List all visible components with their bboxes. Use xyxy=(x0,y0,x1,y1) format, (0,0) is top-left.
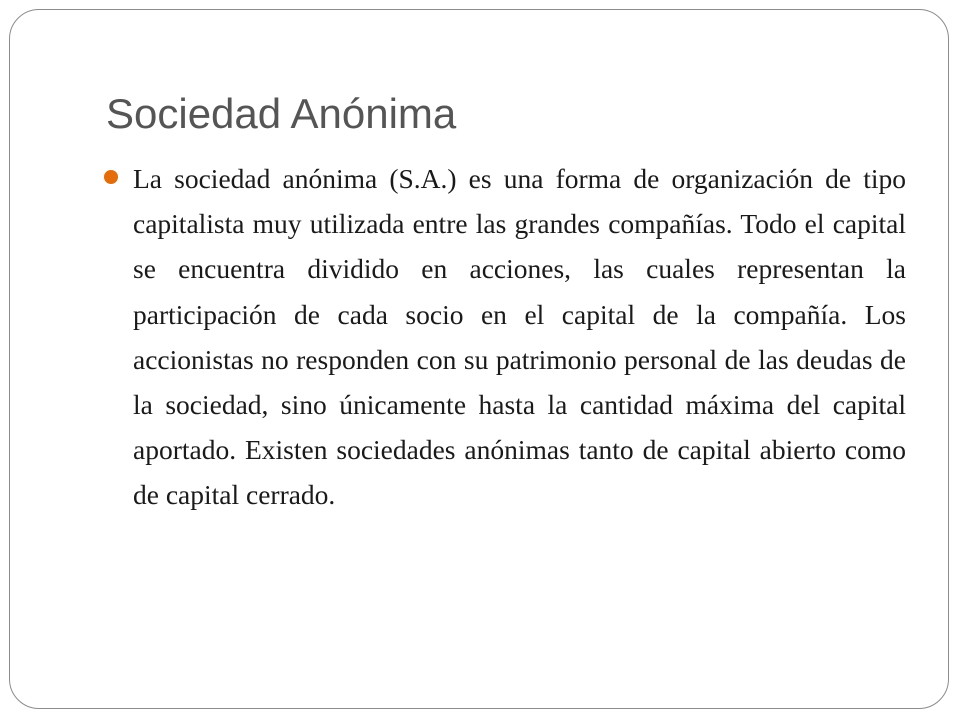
body-paragraph: La sociedad anónima (S.A.) es una forma de organización de tipo capitalista muy utilizada entre las grandes compañías. Todo el capital se encuentra dividido en acciones, las cuales representan la participación de cada socio en el capital de la compañía. Los accionistas no responden con su patrimonio personal de las deudas de la sociedad, sino únicamente hasta la cantidad máxima del capital aportado. Existen sociedades anónimas tanto de capital abierto como de capital cerrado. xyxy=(133,163,906,511)
slide-title: Sociedad Anónima xyxy=(106,90,457,137)
bullet-dot-icon xyxy=(104,170,118,184)
